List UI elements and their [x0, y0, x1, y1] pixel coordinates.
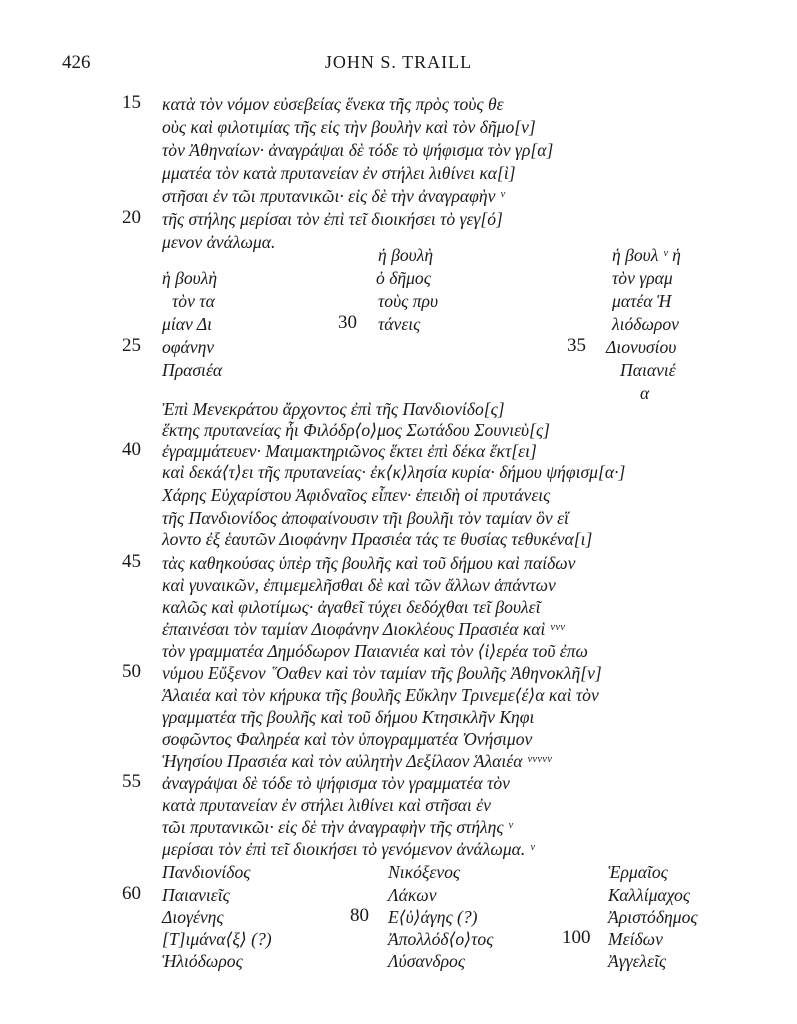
line-number: 15 — [122, 92, 141, 113]
line-number: 25 — [122, 335, 141, 356]
crown-text: ματέα Ἡ — [612, 291, 672, 311]
text-line: ἐπαινέσαι τὸν ταμίαν Διοφάνην Διοκλέους Πρασιέα καὶ ᵛᵛᵛ — [162, 619, 565, 639]
name-entry: Πανδιονίδος — [162, 862, 251, 882]
text-line: Χάρης Εὐχαρίστου Ἀφιδναῖος εἶπεν· ἐπειδὴ οἱ πρυτάνεις — [162, 485, 551, 505]
text-line: τὸν γραμματέα Δημόδωρον Παιανιέα καὶ τὸν ⟨ἱ⟩ερέα τοῦ ἐπω — [162, 641, 588, 661]
line-number: 60 — [122, 883, 141, 904]
name-entry: Ἀγγελεῖς — [608, 951, 667, 971]
text-line: μενον ἀνάλωμα. — [162, 232, 276, 252]
text-line: τῆς Πανδιονίδος ἀποφαίνουσιν τῆι βουλῆι τὸν ταμίαν ὃν εἵ — [162, 508, 569, 528]
name-entry: Ε⟨ὐ⟩άγης (?) — [388, 907, 478, 927]
text-line: λοντο ἐξ ἑαυτῶν Διοφάνην Πρασιέα τάς τε θυσίας τεθυκένα[ι] — [162, 529, 593, 549]
text-line: τῶι πρυτανικῶι· εἰς δὲ τὴν ἀναγραφὴν τῆς στήλης ᵛ — [162, 817, 513, 837]
line-number: 30 — [338, 312, 357, 333]
name-entry: [Τ]ιμάνα⟨ξ⟩ (?) — [162, 929, 272, 949]
line-number: 55 — [122, 771, 141, 792]
text-line: ἀναγράψαι δὲ τόδε τὸ ψήφισμα τὸν γραμματέα τὸν — [162, 773, 510, 793]
crown-text: τάνεις — [378, 314, 421, 334]
text-line: τὸν Ἀθηναίων· ἀναγράψαι δὲ τόδε τὸ ψήφισμα τὸν γρ[α] — [162, 140, 554, 160]
name-entry: Καλλίμαχος — [608, 885, 690, 905]
text-line: τῆς στήλης μερίσαι τὸν ἐπὶ τεῖ διοικήσει τὸ γεγ[ό] — [162, 209, 503, 229]
name-entry: Ἀπολλόδ⟨ο⟩τος — [388, 929, 494, 949]
crown-text: τὸν γραμ — [612, 268, 673, 288]
name-entry: Μείδων — [608, 929, 663, 949]
crown-text: α — [640, 383, 650, 403]
name-entry: Λάκων — [388, 885, 437, 905]
crown-text: ἡ βουλὴ — [378, 245, 434, 265]
text-line: Ἡγησίου Πρασιέα καὶ τὸν αὐλητὴν Δεξίλαον Ἁλαιέα ᵛᵛᵛᵛᵛ — [162, 751, 552, 771]
text-line: ἕκτης πρυτανείας ἧι Φιλόδρ⟨ο⟩μος Σωτάδου Σουνιεὺ[ς] — [162, 420, 550, 440]
name-entry: Λύσανδρος — [388, 951, 465, 971]
text-line: κατὰ πρυτανείαν ἐν στήλει λιθίνει καὶ στῆσαι ἐν — [162, 795, 491, 815]
name-entry: Ἀριστόδημος — [608, 907, 698, 927]
text-line: οὺς καὶ φιλοτιμίας τῆς εἰς τὴν βουλὴν καὶ τὸν δῆμο[ν] — [162, 117, 536, 137]
text-line: σοφῶντος Φαληρέα καὶ τὸν ὑπογραμματέα Ὀνήσιμον — [162, 729, 533, 749]
crown-text: ἡ βουλ ᵛ ἡ — [612, 245, 681, 265]
text-line: νύμου Εὔξενον ῞Οαθεν καὶ τὸν ταμίαν τῆς βουλῆς Ἀθηνοκλῆ[ν] — [162, 663, 602, 683]
crown-text: τὸν τα — [172, 291, 215, 311]
text-line: Ἐπὶ Μενεκράτου ἄρχοντος ἐπὶ τῆς Πανδιονίδο[ς] — [162, 399, 505, 419]
text-line: κατὰ τὸν νόμον εὐσεβείας ἕνεκα τῆς πρὸς τοὺς θε — [162, 94, 504, 114]
running-header: JOHN S. TRAILL — [324, 52, 473, 72]
crown-text: ὁ δῆμος — [376, 268, 431, 288]
crown-text: οφάνην — [162, 337, 215, 357]
line-number: 50 — [122, 661, 141, 682]
crown-text: τοὺς πρυ — [378, 291, 439, 311]
line-number: 35 — [567, 335, 586, 356]
crown-text: Παιανιέ — [620, 360, 676, 380]
text-line: καλῶς καὶ φιλοτίμως· ἀγαθεῖ τύχει δεδόχθαι τεῖ βουλεῖ — [162, 597, 541, 617]
name-entry: Νικόξενος — [388, 862, 461, 882]
line-number: 100 — [562, 927, 591, 948]
page-number: 426 — [62, 52, 91, 73]
name-entry: Ἡλιόδωρος — [162, 951, 243, 971]
text-line: καὶ δεκά⟨τ⟩ει τῆς πρυτανείας· ἐκ⟨κ⟩λησία κυρία· δήμου ψήφισμ[α·] — [162, 462, 626, 482]
text-line: καὶ γυναικῶν, ἐπιμεμελῆσθαι δὲ καὶ τῶν ἄλλων ἁπάντων — [162, 575, 556, 595]
crown-text: Διονυσίου — [606, 337, 677, 357]
line-number: 45 — [122, 551, 141, 572]
text-line: ἐγραμμάτευεν· Μαιμακτηριῶνος ἕκτει ἐπὶ δέκα ἕκτ[ει] — [162, 441, 537, 461]
text-line: μερίσαι τὸν ἐπὶ τεῖ διοικήσει τὸ γενόμενον ἀνάλωμα. ᵛ — [162, 839, 535, 859]
text-line: μματέα τὸν κατὰ πρυτανείαν ἐν στήλει λιθίνει κα[ὶ] — [162, 163, 516, 183]
name-entry: Ἑρμαῖος — [608, 862, 668, 882]
name-entry: Διογένης — [162, 907, 224, 927]
text-line: στῆσαι ἐν τῶι πρυτανικῶι· εἰς δὲ τὴν ἀναγραφὴν ᵛ — [162, 186, 505, 206]
text-line: Ἁλαιέα καὶ τὸν κήρυκα τῆς βουλῆς Εὔκλην Τρινεμε⟨έ⟩α καὶ τὸν — [162, 685, 599, 705]
crown-text: Πρασιέα — [162, 360, 223, 380]
crown-text: λιόδωρον — [612, 314, 679, 334]
name-entry: Παιανιεῖς — [162, 885, 230, 905]
crown-text: μίαν Δι — [162, 314, 213, 334]
text-line: τὰς καθηκούσας ὑπὲρ τῆς βουλῆς καὶ τοῦ δήμου καὶ παίδων — [162, 553, 576, 573]
crown-text: ἡ βουλὴ — [162, 268, 218, 288]
line-number: 20 — [122, 207, 141, 228]
line-number: 40 — [122, 439, 141, 460]
text-line: γραμματέα τῆς βουλῆς καὶ τοῦ δήμου Κτησικλῆν Κηφι — [162, 707, 535, 727]
line-number: 80 — [350, 905, 369, 926]
